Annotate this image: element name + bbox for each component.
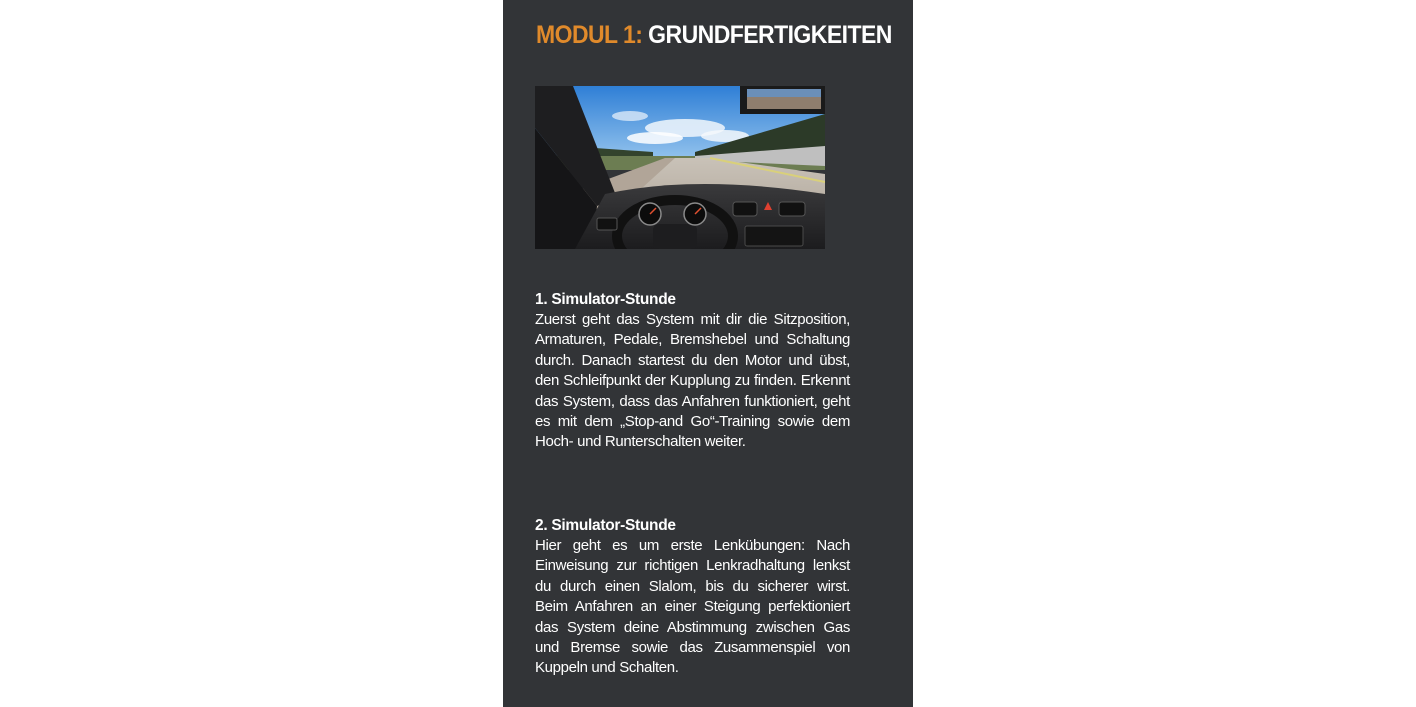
module-title [536,18,892,52]
module-name: GRUNDFERTIGKEITEN [648,21,892,49]
section-text: Hier geht es um erste Lenkübungen: Nach Einweisung zur richtigen Lenkradhaltung lenkst du durch einen Slalom, bis du sicherer wirst. Beim Anfahren an einer Steigung perfektioniert das System deine Abstimmung zwischen Gas und Bremse sowie das Zusammenspiel von Kuppeln und Schalten. [535,537,850,677]
section-heading: 2. Simulator-Stunde [535,517,676,534]
section-simulator-lesson-2 [535,516,850,679]
section-text: Zuerst geht das System mit dir die Sitzposition, Armaturen, Pedale, Bremshebel und Schaltung durch. Danach startest du den Motor und übst, den Schleifpunkt der Kupplung zu finden. Erkennt das System, dass das Anfahren funktioniert, geht es mit dem „Stop-and Go“-Training sowie dem Hoch- und Runterschalten weiter. [535,311,850,451]
module-panel [503,0,913,707]
module-label: MODUL 1: [536,21,643,49]
simulator-cockpit-image [535,86,825,249]
section-heading: 1. Simulator-Stunde [535,291,676,308]
section-simulator-lesson-1 [535,290,850,453]
